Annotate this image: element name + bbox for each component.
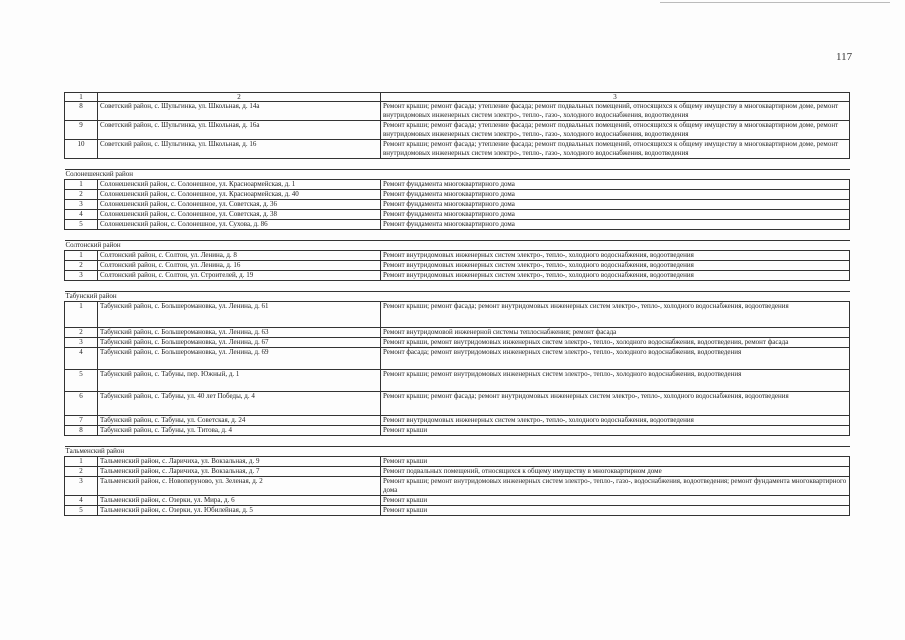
- row-number: 5: [65, 370, 98, 392]
- section-spacer: [65, 436, 850, 447]
- row-address: Солонешенский район, с. Солонешное, ул. Красноармейская, д. 40: [98, 190, 381, 200]
- row-work-description: Ремонт крыши: [381, 426, 850, 436]
- section-spacer: [65, 281, 850, 292]
- section-title-row: [65, 292, 850, 302]
- row-number: 4: [65, 496, 98, 506]
- works-table-body: [65, 93, 850, 516]
- table-row: [65, 271, 850, 281]
- table-row: [65, 426, 850, 436]
- table-row: [65, 180, 850, 190]
- row-address: Табунский район, с. Большеромановка, ул. Ленина, д. 63: [98, 328, 381, 338]
- row-number: 3: [65, 200, 98, 210]
- row-work-description: Ремонт внутридомовых инженерных систем электро-, тепло-, холодного водоснабжения, водоотведения: [381, 271, 850, 281]
- row-work-description: Ремонт крыши; ремонт фасада; ремонт внутридомовых инженерных систем электро-, тепло-, холодного водоснабжения, водоотведения: [381, 302, 850, 328]
- table-row: [65, 416, 850, 426]
- table-row: [65, 121, 850, 140]
- row-work-description: Ремонт крыши; ремонт фасада; утепление фасада; ремонт подвальных помещений, относящихся к общему имуществу в многоквартирном доме, ремонт внутридомовых инженерных систем электро-, тепло-, газо-, холодного водоснабжения, водоотведения: [381, 140, 850, 159]
- row-number: 1: [65, 251, 98, 261]
- table-row: [65, 140, 850, 159]
- table-row: [65, 220, 850, 230]
- row-number: 8: [65, 426, 98, 436]
- row-address: Советский район, с. Шульгинка, ул. Школьная, д. 14а: [98, 102, 381, 121]
- row-address: Солтонский район, с. Солтон, ул. Строителей, д. 19: [98, 271, 381, 281]
- row-number: 1: [65, 180, 98, 190]
- section-spacer-cell: [65, 436, 850, 447]
- row-work-description: Ремонт крыши; ремонт фасада; ремонт внутридомовых инженерных систем электро-, тепло-, холодного водоснабжения, водоотведения: [381, 392, 850, 416]
- row-work-description: Ремонт фундамента многоквартирного дома: [381, 180, 850, 190]
- row-work-description: Ремонт крыши, ремонт внутридомовых инженерных систем электро-, тепло-, холодного водоснабжения, водоотведения, ремонт фасада: [381, 338, 850, 348]
- row-work-description: Ремонт внутридомовых инженерных систем электро-, тепло-, холодного водоснабжения, водоотведения: [381, 261, 850, 271]
- section-spacer-cell: [65, 230, 850, 241]
- row-address: Солонешенский район, с. Солонешное, ул. Советская, д. 38: [98, 210, 381, 220]
- row-number: 5: [65, 220, 98, 230]
- page-number: 117: [836, 51, 853, 63]
- table-row: [65, 392, 850, 416]
- table-row: [65, 496, 850, 506]
- row-address: Солонешенский район, с. Солонешное, ул. Советская, д. 36: [98, 200, 381, 210]
- row-number: 2: [65, 190, 98, 200]
- row-address: Тальменский район, с. Ларичиха, ул. Вокзальная, д. 7: [98, 467, 381, 477]
- table-row: [65, 302, 850, 328]
- row-number: 1: [65, 457, 98, 467]
- table-row: [65, 261, 850, 271]
- row-address: Советский район, с. Шульгинка, ул. Школьная, д. 16а: [98, 121, 381, 140]
- row-work-description: Ремонт внутридомовых инженерных систем электро-, тепло-, холодного водоснабжения, водоотведения: [381, 416, 850, 426]
- table-row: [65, 457, 850, 467]
- row-address: Табунский район, с. Табуны, ул. 40 лет Победы, д. 4: [98, 392, 381, 416]
- section-spacer-cell: [65, 281, 850, 292]
- row-work-description: Ремонт крыши; ремонт внутридомовых инженерных систем электро-, тепло-, газо-, водоснабжения, водоотведения; ремонт фундамента многоквартирного дома: [381, 477, 850, 496]
- row-number: 2: [65, 261, 98, 271]
- row-address: Тальменский район, с. Озерки, ул. Юбилейная, д. 5: [98, 506, 381, 516]
- header-col-work: 3: [381, 93, 850, 102]
- header-col-number: 1: [65, 93, 98, 102]
- section-spacer: [65, 159, 850, 170]
- row-address: Солонешенский район, с. Солонешное, ул. Красноармейская, д. 1: [98, 180, 381, 190]
- table-row: [65, 102, 850, 121]
- row-work-description: Ремонт фасада; ремонт внутридомовых инженерных систем электро-, тепло-, холодного водоснабжения, водоотведения: [381, 348, 850, 370]
- table-row: [65, 210, 850, 220]
- table-row: [65, 477, 850, 496]
- row-number: 8: [65, 102, 98, 121]
- row-address: Табунский район, с. Большеромановка, ул. Ленина, д. 67: [98, 338, 381, 348]
- row-work-description: Ремонт фундамента многоквартирного дома: [381, 220, 850, 230]
- row-address: Солтонский район, с. Солтон, ул. Ленина, д. 16: [98, 261, 381, 271]
- row-address: Табунский район, с. Табуны, ул. Титова, д. 4: [98, 426, 381, 436]
- row-number: 10: [65, 140, 98, 159]
- section-title-row: [65, 170, 850, 180]
- row-address: Солтонский район, с. Солтон, ул. Ленина, д. 8: [98, 251, 381, 261]
- header-col-address: 2: [98, 93, 381, 102]
- table-header-row: [65, 93, 850, 102]
- section-spacer-cell: [65, 159, 850, 170]
- table-row: [65, 506, 850, 516]
- row-work-description: Ремонт подвальных помещений, относящихся к общему имуществу в многоквартирном доме: [381, 467, 850, 477]
- row-number: 4: [65, 210, 98, 220]
- row-number: 2: [65, 467, 98, 477]
- row-number: 6: [65, 392, 98, 416]
- row-address: Тальменский район, с. Новоперуново, ул. Зеленая, д. 2: [98, 477, 381, 496]
- row-number: 3: [65, 271, 98, 281]
- row-number: 3: [65, 338, 98, 348]
- row-address: Табунский район, с. Большеромановка, ул. Ленина, д. 61: [98, 302, 381, 328]
- row-number: 1: [65, 302, 98, 328]
- section-title: Солонешенский район: [65, 170, 850, 180]
- row-work-description: Ремонт внутридомовых инженерных систем электро-, тепло-, холодного водоснабжения, водоотведения: [381, 251, 850, 261]
- table-row: [65, 328, 850, 338]
- row-address: Табунский район, с. Табуны, ул. Советская, д. 24: [98, 416, 381, 426]
- table-row: [65, 370, 850, 392]
- row-work-description: Ремонт фундамента многоквартирного дома: [381, 210, 850, 220]
- row-number: 4: [65, 348, 98, 370]
- table-row: [65, 190, 850, 200]
- row-address: Табунский район, с. Большеромановка, ул. Ленина, д. 69: [98, 348, 381, 370]
- works-table: [64, 92, 850, 516]
- row-address: Солонешенский район, с. Солонешное, ул. Сухова, д. 86: [98, 220, 381, 230]
- section-title: Солтонский район: [65, 241, 850, 251]
- row-work-description: Ремонт крыши: [381, 506, 850, 516]
- row-work-description: Ремонт внутридомовой инженерной системы теплоснабжения; ремонт фасада: [381, 328, 850, 338]
- row-number: 7: [65, 416, 98, 426]
- row-work-description: Ремонт крыши; ремонт фасада; утепление фасада; ремонт подвальных помещений, относящихся к общему имуществу в многоквартирном доме, ремонт внутридомовых инженерных систем электро-, тепло-, газо-, холодного водоснабжения, водоотведения: [381, 121, 850, 140]
- row-address: Тальменский район, с. Озерки, ул. Мира, д. 6: [98, 496, 381, 506]
- row-work-description: Ремонт крыши: [381, 496, 850, 506]
- row-number: 5: [65, 506, 98, 516]
- row-address: Тальменский район, с. Ларичиха, ул. Вокзальная, д. 9: [98, 457, 381, 467]
- table-row: [65, 251, 850, 261]
- table-row: [65, 467, 850, 477]
- section-title-row: [65, 241, 850, 251]
- row-number: 3: [65, 477, 98, 496]
- section-title-row: [65, 447, 850, 457]
- row-address: Табунский район, с. Табуны, пер. Южный, д. 1: [98, 370, 381, 392]
- section-title: Табунский район: [65, 292, 850, 302]
- row-work-description: Ремонт фундамента многоквартирного дома: [381, 200, 850, 210]
- table-row: [65, 348, 850, 370]
- row-work-description: Ремонт крыши: [381, 457, 850, 467]
- row-work-description: Ремонт крыши; ремонт фасада; утепление фасада; ремонт подвальных помещений, относящихся к общему имуществу в многоквартирном доме, ремонт внутридомовых инженерных систем электро-, тепло-, газо-, холодного водоснабжения, водоотведения: [381, 102, 850, 121]
- row-number: 2: [65, 328, 98, 338]
- table-row: [65, 200, 850, 210]
- section-title: Тальменский район: [65, 447, 850, 457]
- row-number: 9: [65, 121, 98, 140]
- scan-top-edge-line: [660, 2, 890, 3]
- table-row: [65, 338, 850, 348]
- section-spacer: [65, 230, 850, 241]
- row-work-description: Ремонт крыши; ремонт внутридомовых инженерных систем электро-, тепло-, холодного водоснабжения, водоотведения: [381, 370, 850, 392]
- row-address: Советский район, с. Шульгинка, ул. Школьная, д. 16: [98, 140, 381, 159]
- row-work-description: Ремонт фундамента многоквартирного дома: [381, 190, 850, 200]
